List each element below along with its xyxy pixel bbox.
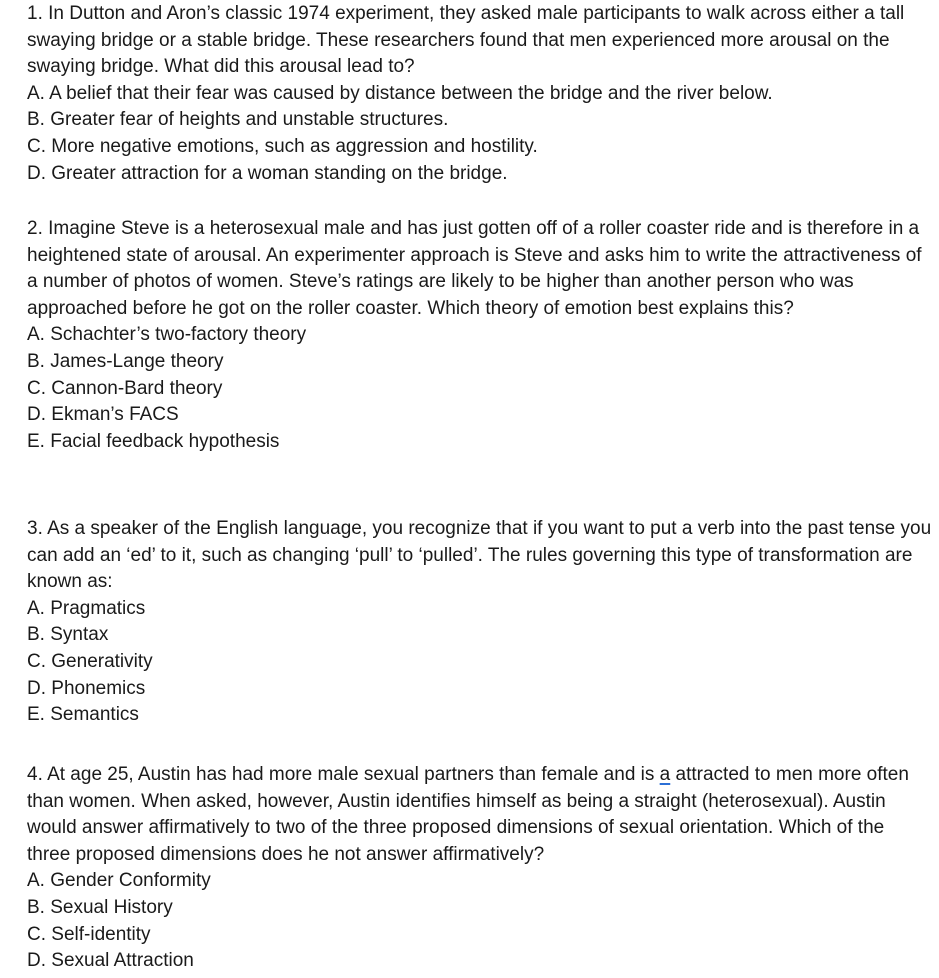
answer-option: D. Ekman’s FACS [27, 404, 179, 426]
answer-option: A. A belief that their fear was caused by distance between the bridge and the river below. [27, 82, 773, 104]
answer-option: C. Self-identity [27, 923, 151, 945]
question-1 [27, 1, 932, 187]
answer-option: A. Pragmatics [27, 597, 146, 619]
question-stem [27, 762, 932, 868]
question-stem: 3. As a speaker of the English language, you recognize that if you want to put a verb into the past tense you can add an ‘ed’ to it, such as changing ‘pull’ to ‘pulled’. The rules governing this type of transformation are known as: [27, 518, 932, 593]
question-3 [27, 516, 932, 729]
stem-text-before: 4. At age 25, Austin has had more male sexual partners than female and is [27, 764, 660, 785]
answer-option: C. More negative emotions, such as aggression and hostility. [27, 135, 538, 157]
answer-option: B. Syntax [27, 624, 109, 646]
answer-option: B. James-Lange theory [27, 350, 224, 372]
answer-option: C. Generativity [27, 650, 153, 672]
answer-option: C. Cannon-Bard theory [27, 377, 223, 399]
answer-option: D. Phonemics [27, 677, 146, 699]
question-stem: 1. In Dutton and Aron’s classic 1974 experiment, they asked male participants to walk across either a tall swaying bridge or a stable bridge. These researchers found that men experienced more arousal on the swaying bridge. What did this arousal lead to? [27, 3, 905, 78]
answer-option: B. Greater fear of heights and unstable structures. [27, 109, 449, 131]
answer-option: D. Sexual Attraction [27, 950, 194, 972]
question-2 [27, 216, 932, 455]
answer-option: A. Schachter’s two-factory theory [27, 324, 307, 346]
answer-option: D. Greater attraction for a woman standing on the bridge. [27, 162, 508, 184]
question-4 [27, 762, 932, 975]
stem-text-after: attracted to men more often than women. When asked, however, Austin identifies himself as being a straight (heterosexual). Austin would answer affirmatively to two of the three proposed dimensions of sexual orientation. Which of the three proposed dimensions does he not answer affirmatively? [27, 764, 909, 865]
question-stem: 2. Imagine Steve is a heterosexual male and has just gotten off of a roller coaster ride and is therefore in a heightened state of arousal. An experimenter approach is Steve and asks him to write the attractiveness of a number of photos of women. Steve’s ratings are likely to be higher than another person who was approached before he got on the roller coaster. Which theory of emotion best explains this? [27, 218, 922, 319]
answer-option: E. Semantics [27, 704, 139, 726]
answer-option: A. Gender Conformity [27, 870, 211, 892]
grammar-flagged-word[interactable]: a [659, 764, 671, 785]
answer-option: B. Sexual History [27, 896, 173, 918]
answer-option: E. Facial feedback hypothesis [27, 430, 280, 452]
